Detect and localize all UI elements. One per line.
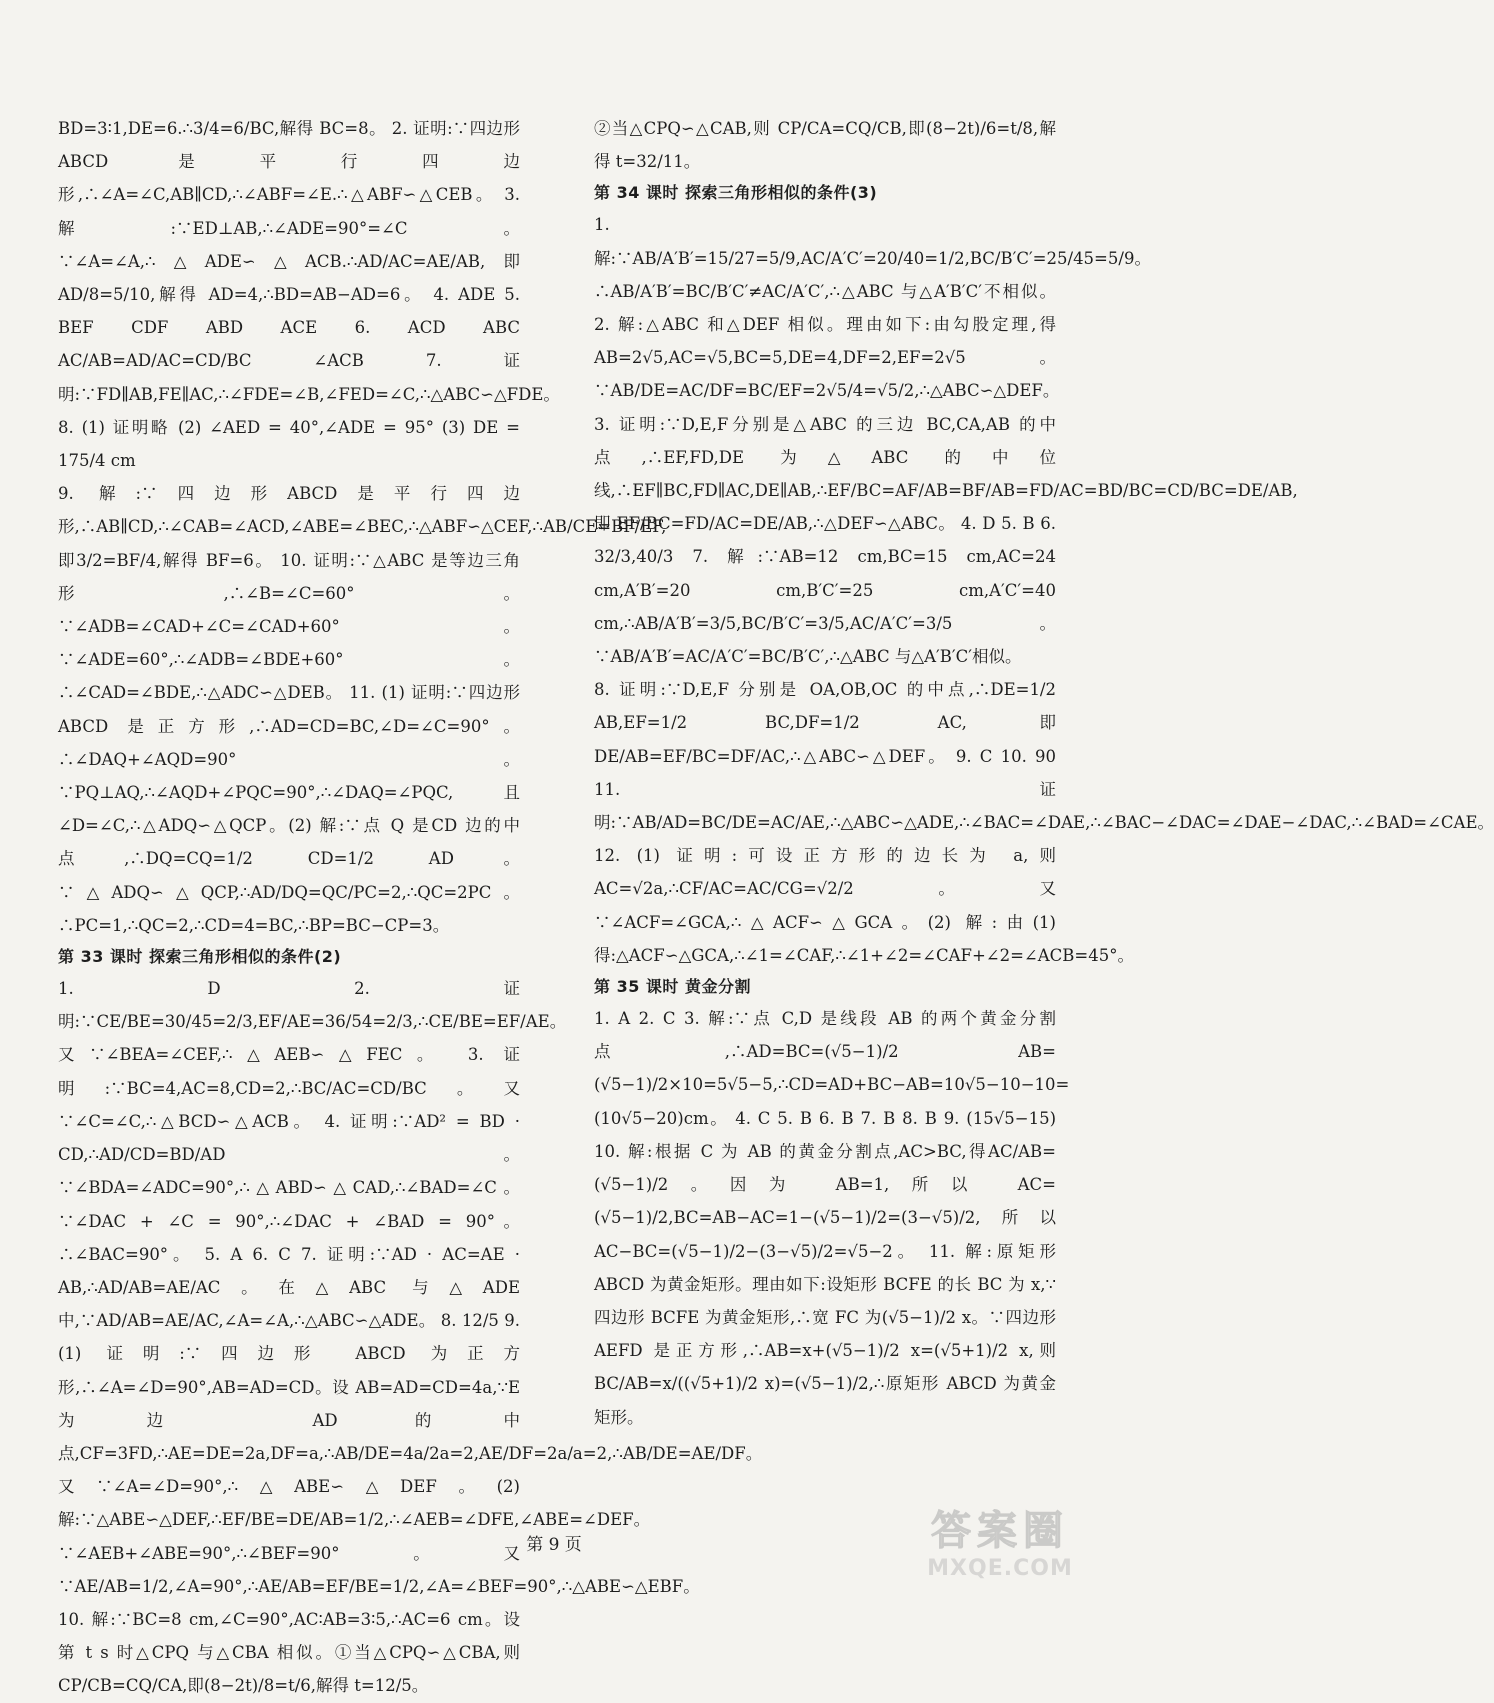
- watermark-url-text: MXQE.COM: [927, 1556, 1073, 1581]
- left-block-2: 9. 解:∵四边形ABCD是平行四边形,∴AB∥CD,∴∠CAB=∠ACD,∠ABE=∠BEC,∴△ABF∽△CEF,∴AB/CE=BF/EF,即3/2=BF/4,解得 BF=6。 10. 证明:∵△ABC 是等边三角形,∴∠B=∠C=60°。∵∠ADB=∠CAD+∠C=∠CAD+60°。∵∠ADE=60°,∴∠ADB=∠BDE+60°。∴∠CAD=∠BDE,∴△ADC∽△DEB。 11. (1) 证明:∵四边形 ABCD 是正方形,∴AD=CD=BC,∠D=∠C=90°。∴∠DAQ+∠AQD=90°。∵PQ⊥AQ,∴∠AQD+∠PQC=90°,∴∠DAQ=∠PQC,且∠D=∠C,∴△ADQ∽△QCP。(2) 解:∵点 Q 是CD 边的中点,∴DQ=CQ=1/2 CD=1/2 AD。∵△ADQ∽△QCP,∴AD/DQ=QC/PC=2,∴QC=2PC。∴PC=1,∴QC=2,∴CD=4=BC,∴BP=BC−CP=3。: [58, 484, 667, 935]
- watermark-seal-text: 答案圈: [931, 1508, 1069, 1554]
- right-column: [594, 112, 1494, 1434]
- right-block-2: 1. 解:∵AB/A′B′=15/27=5/9,AC/A′C′=20/40=1/2,BC/B′C′=25/45=5/9。∴AB/A′B′=BC/B′C′≠AC/A′C′,∴△ABC 与△A′B′C′不相似。 2. 解:△ABC 和△DEF 相似。理由如下:由勾股定理,得 AB=2√5,AC=√5,BC=5,DE=4,DF=2,EF=2√5。∵AB/DE=AC/DF=BC/EF=2√5/4=√5/2,∴△ABC∽△DEF。 3. 证明:∵D,E,F分别是△ABC 的三边 BC,CA,AB 的中点,∴EF,FD,DE 为△ABC 的中位线,∴EF∥BC,FD∥AC,DE∥AB,∴EF/BC=AF/AB=BF/AB=FD/AC=BD/BC=CD/BC=DE/AB,即 EF/BC=FD/AC=DE/AB,∴△DEF∽△ABC。 4. D 5. B 6. 32/3,40/3 7. 解:∵AB=12 cm,BC=15 cm,AC=24 cm,A′B′=20 cm,B′C′=25 cm,A′C′=40 cm,∴AB/A′B′=3/5,BC/B′C′=3/5,AC/A′C′=3/5。∵AB/A′B′=AC/A′C′=BC/B′C′,∴△ABC 与△A′B′C′相似。: [594, 215, 1298, 667]
- left-block-1: BD=3∶1,DE=6.∴3/4=6/BC,解得 BC=8。 2. 证明:∵四边形 ABCD 是平行四边形,∴∠A=∠C,AB∥CD,∴∠ABF=∠E.∴△ABF∽△CEB。 3. 解:∵ED⊥AB,∴∠ADE=90°=∠C。∵∠A=∠A,∴△ADE∽△ACB.∴AD/AC=AE/AB,即 AD/8=5/10,解得 AD=4,∴BD=AB−AD=6。 4. ADE 5. BEF CDF ABD ACE 6. ACD ABC AC/AB=AD/AC=CD/BC ∠ACB 7. 证明:∵FD∥AB,FE∥AC,∴∠FDE=∠B,∠FED=∠C,∴△ABC∽△FDE。 8. (1) 证明略 (2) ∠AED = 40°,∠ADE = 95° (3) DE = 175/4 cm: [58, 119, 560, 471]
- section-heading-33: 第 33 课时 探索三角形相似的条件(2): [58, 947, 342, 967]
- section-heading-34: 第 34 课时 探索三角形相似的条件(3): [594, 183, 878, 203]
- left-block-3: 1. D 2. 证明:∵CE/BE=30/45=2/3,EF/AE=36/54=2/3,∴CE/BE=EF/AE。又∵∠BEA=∠CEF,∴△AEB∽△FEC。 3. 证明:∵BC=4,AC=8,CD=2,∴BC/AC=CD/BC。又∵∠C=∠C,∴△BCD∽△ACB。 4. 证明:∵AD² = BD · CD,∴AD/CD=BD/AD。∵∠BDA=∠ADC=90°,∴△ABD∽△CAD,∴∠BAD=∠C。∵∠DAC + ∠C = 90°,∴∠DAC + ∠BAD = 90°。∴∠BAC=90°。 5. A 6. C 7. 证明:∵AD · AC=AE · AB,∴AD/AB=AE/AC。在△ABC 与△ADE 中,∵AD/AB=AE/AC,∠A=∠A,∴△ABC∽△ADE。 8. 12/5 9. (1) 证明:∵四边形 ABCD 为正方形,∴∠A=∠D=90°,AB=AD=CD。设 AB=AD=CD=4a,∵E 为边 AD 的中点,CF=3FD,∴AE=DE=2a,DF=a,∴AB/DE=4a/2a=2,AE/DF=2a/a=2,∴AB/DE=AE/DF。又∵∠A=∠D=90°,∴△ABE∽△DEF。(2) 解:∵△ABE∽△DEF,∴EF/BE=DE/AB=1/2,∴∠AEB=∠DFE,∠ABE=∠DEF。∵∠AEB+∠ABE=90°,∴∠BEF=90°。又∵AE/AB=1/2,∠A=90°,∴AE/AB=EF/BE=1/2,∠A=∠BEF=90°,∴△ABE∽△EBF。 10. 解:∵BC=8 cm,∠C=90°,AC∶AB=3∶5,∴AC=6 cm。设第 t s 时△CPQ 与△CBA 相似。①当△CPQ∽△CBA,则CP/CB=CQ/CA,即(8−2t)/8=t/6,解得 t=12/5。: [58, 979, 763, 1696]
- right-block-3: 8. 证明:∵D,E,F 分别是 OA,OB,OC 的中点,∴DE=1/2 AB,EF=1/2 BC,DF=1/2 AC,即DE/AB=EF/BC=DF/AC,∴△ABC∽△DEF。 9. C 10. 90 11. 证明:∵AB/AD=BC/DE=AC/AE,∴△ABC∽△ADE,∴∠BAC=∠DAE,∴∠BAC−∠DAC=∠DAE−∠DAC,∴∠BAD=∠CAE。 12. (1) 证明:可设正方形的边长为 a,则 AC=√2a,∴CF/AC=AC/CG=√2/2。又∵∠ACF=∠GCA,∴△ACF∽△GCA。(2) 解:由(1)得:△ACF∽△GCA,∴∠1=∠CAF,∴∠1+∠2=∠CAF+∠2=∠ACB=45°。: [594, 680, 1494, 965]
- watermark-logo: [910, 1494, 1090, 1586]
- page-number: 第 9 页: [526, 1535, 582, 1555]
- right-block-4: 1. A 2. C 3. 解:∵点 C,D 是线段 AB 的两个黄金分割点,∴AD=BC=(√5−1)/2 AB=(√5−1)/2×10=5√5−5,∴CD=AD+BC−AB=10√5−10−10=(10√5−20)cm。 4. C 5. B 6. B 7. B 8. B 9. (15√5−15) 10. 解:根据 C 为 AB 的黄金分割点,AC>BC,得AC/AB=(√5−1)/2。因为 AB=1,所以 AC=(√5−1)/2,BC=AB−AC=1−(√5−1)/2=(3−√5)/2,所以 AC−BC=(√5−1)/2−(3−√5)/2=√5−2。 11. 解:原矩形 ABCD 为黄金矩形。理由如下:设矩形 BCFE 的长 BC 为 x,∵四边形 BCFE 为黄金矩形,∴宽 FC 为(√5−1)/2 x。∵四边形 AEFD 是正方形,∴AB=x+(√5−1)/2 x=(√5+1)/2 x,则 BC/AB=x/((√5+1)/2 x)=(√5−1)/2,∴原矩形 ABCD 为黄金矩形。: [594, 1009, 1070, 1427]
- section-heading-35: 第 35 课时 黄金分割: [594, 977, 751, 997]
- right-block-1: ②当△CPQ∽△CAB,则 CP/CA=CQ/CB,即(8−2t)/6=t/8,解得 t=32/11。: [594, 119, 1056, 172]
